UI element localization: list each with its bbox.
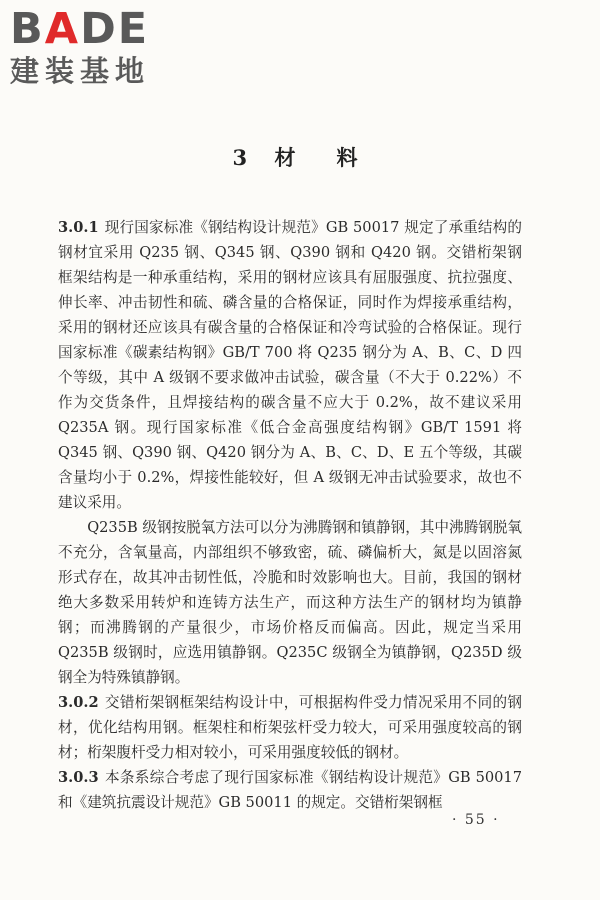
logo-chinese-text: 建装基地 [10,54,151,88]
paragraph-3-0-3 [58,765,522,815]
paragraph-q235b [58,515,522,690]
paragraph-text: Q235B 级钢按脱氧方法可以分为沸腾钢和镇静钢，其中沸腾钢脱氧不充分，含氧量高，内部组织不够致密，硫、磷偏析大，氮是以固溶氮形式存在，故其冲击韧性低，冷脆和时效影响也大。目前，我国的钢材绝大多数采用转炉和连铸方法生产，而这种方法生产的钢材均为镇静钢；而沸腾钢的产量很少，市场价格反而偏高。因此，规定当采用 Q235B 级钢时，应选用镇静钢。Q235C 级钢全为镇静钢，Q235D 级钢全为特殊镇静钢。 [58,519,522,686]
paragraph-3-0-2 [58,690,522,765]
logo-letter-b: B [10,4,45,54]
page-number: · 55 · [452,812,500,828]
chapter-title: 3 材 料 [232,145,368,170]
clause-number: 3.0.2 [58,694,99,711]
logo-letters-de: DE [80,4,150,54]
paragraph-text: 交错桁架钢框架结构设计中，可根据构件受力情况采用不同的钢材，优化结构用钢。框架柱和桁架弦杆受力较大，可采用强度较高的钢材；桁架腹杆受力相对较小，可采用强度较低的钢材。 [58,694,522,761]
paragraph-text: 现行国家标准《钢结构设计规范》GB 50017 规定了承重结构的钢材宜采用 Q235 钢、Q345 钢、Q390 钢和 Q420 钢。交错桁架钢框架结构是一种承重结构，采用的钢材应该具有屈服强度、抗拉强度、伸长率、冲击韧性和硫、磷含量的合格保证，同时作为焊接承重结构，采用的钢材还应该具有碳含量的合格保证和冷弯试验的合格保证。现行国家标准《碳素结构钢》GB/T 700 将 Q235 钢分为 A、B、C、D 四个等级，其中 A 级钢不要求做冲击试验，碳含量（不大于 0.22%）不作为交货条件，且焊接结构的碳含量不应大于 0.2%，故不建议采用 Q235A 钢。现行国家标准《低合金高强度结构钢》GB/T 1591 将 Q345 钢、Q390 钢、Q420 钢分为 A、B、C、D、E 五个等级，其碳含量均小于 0.2%，焊接性能较好，但 A 级钢无冲击试验要求，故也不建议采用。 [58,219,522,511]
bade-logo [10,6,185,88]
paragraph-text: 本条系综合考虑了现行国家标准《钢结构设计规范》GB 50017 和《建筑抗震设计规范》GB 50011 的规定。交错桁架钢框 [58,769,522,811]
clause-number: 3.0.1 [58,219,99,236]
paragraph-3-0-1 [58,215,522,515]
logo-letter-a-accent: A [44,4,81,54]
body-text [58,215,522,815]
clause-number: 3.0.3 [58,769,99,786]
logo-wordmark [10,6,185,52]
